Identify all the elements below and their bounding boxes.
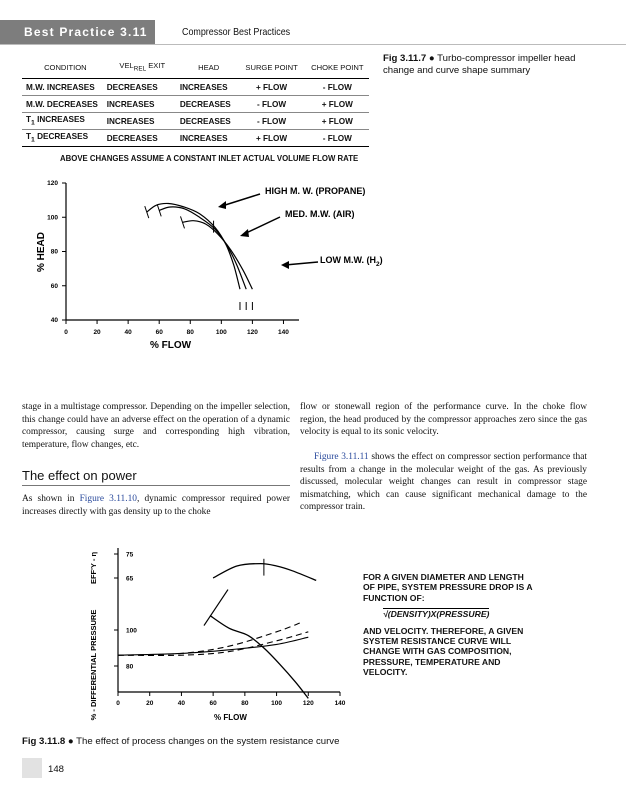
- chart-2-text-1: FOR A GIVEN DIAMETER AND LENGTH OF PIPE, SYSTEM PRESSURE DROP IS A FUNCTION OF:: [363, 572, 533, 603]
- chart-2-formula: [383, 609, 538, 619]
- arrow-high-head: [218, 201, 226, 209]
- cell-condition: M.W. DECREASES: [22, 96, 105, 113]
- heading-rule: [22, 485, 290, 486]
- chart-1-labels: [36, 186, 383, 351]
- chart-2-xlabel: % FLOW: [214, 713, 247, 722]
- cell-condition: $T_1$ INCREASES: [22, 113, 105, 130]
- section-title: Compressor Best Practices: [182, 26, 291, 38]
- x-tick-label: 60: [155, 329, 163, 336]
- cell-head: INCREASES: [178, 79, 238, 96]
- cell-choke: + FLOW: [306, 96, 369, 113]
- chart-2-text-2: AND VELOCITY. THEREFORE, A GIVEN SYSTEM RESISTANCE CURVE WILL CHANGE WITH GAS COMPOSITION, PRESSURE, TEMPERATURE AND VELOCITY.: [363, 625, 524, 678]
- arrow-med: [244, 217, 280, 234]
- x-tick-label: 100: [271, 700, 283, 707]
- system-resistance-curve: [118, 623, 300, 655]
- x-tick-label: 120: [246, 329, 258, 336]
- arrow-low-head: [281, 261, 289, 269]
- col-vel-rel-exit: [105, 56, 178, 79]
- table-row: [22, 130, 369, 147]
- body-left-paragraph-1: stage in a multistage compressor. Depending on the impeller selection, this change could have an adverse effect on the operation of a dynamic compressor, causing surge and corresponding high vibration, temperature, flow changes, etc.: [22, 402, 290, 450]
- table-body: [22, 79, 369, 147]
- table-header-row: [22, 56, 369, 79]
- arrow-high: [222, 194, 260, 206]
- chart-2-ylabel: % - DIFFERENTIAL PRESSURE: [89, 609, 98, 721]
- col-surge-point: SURGE POINT: [238, 56, 306, 79]
- cell-choke: - FLOW: [306, 79, 369, 96]
- y-tick-label: 120: [47, 180, 58, 187]
- x-tick-label: 40: [177, 700, 186, 707]
- summary-table: [22, 56, 369, 147]
- cell-head: DECREASES: [178, 96, 238, 113]
- header-rule: [0, 44, 626, 45]
- chart-2-text-block: [363, 572, 538, 678]
- figure-1-caption-text: Turbo-compressor impeller head change and curve shape summary: [383, 53, 576, 76]
- arrow-low: [285, 262, 318, 265]
- body-right-paragraph-1: flow or stonewall region of the performance curve. In the choke flow region, the head produced by the compressor approaches zero since the gas velocity is equal to its sonic velocity.: [300, 402, 587, 438]
- figure-1-number: Fig 3.11.7: [383, 53, 427, 64]
- surge-marker: [145, 206, 149, 218]
- text-span: shows the effect on compressor section performance that results from a change in the molecular weight of the gas. As previously discussed, molecular weight changes can result in compressor stage mismatching, which can cause significant mechanical damage to the compressor train.: [300, 452, 587, 513]
- chart-1-axes: [47, 180, 299, 336]
- x-tick-label: 0: [116, 700, 120, 707]
- header-tab-label: Best Practice 3.11: [24, 25, 148, 39]
- y-tick-label: 60: [50, 282, 58, 290]
- figure-caption-1: [383, 53, 608, 76]
- figure-caption-2: [22, 736, 339, 747]
- y-tick-label: 75: [126, 551, 134, 559]
- x-tick-label: 20: [93, 329, 101, 336]
- figure-link-3-11-10[interactable]: Figure 3.11.10: [79, 494, 137, 504]
- series-line: [159, 207, 246, 289]
- body-left-paragraph-2: [22, 493, 290, 518]
- chart-1-ylabel: % HEAD: [36, 231, 47, 273]
- label-med-mw: MED. M.W. (AIR): [285, 209, 355, 219]
- header-tab: [0, 20, 155, 44]
- cell-surge: + FLOW: [238, 130, 306, 147]
- chart-1-xlabel: % FLOW: [150, 340, 192, 351]
- cell-vel: DECREASES: [105, 130, 178, 147]
- label-low-mw: LOW M.W. $(H_2)$: [320, 255, 383, 268]
- cell-choke: + FLOW: [306, 113, 369, 130]
- chart-2-series: [118, 559, 316, 699]
- cell-head: DECREASES: [178, 113, 238, 130]
- chart-2-ylabel-eff: EFF'Y - η: [89, 551, 98, 585]
- y-tick-label: 100: [47, 214, 58, 222]
- table-note: ABOVE CHANGES ASSUME A CONSTANT INLET ACTUAL VOLUME FLOW RATE: [60, 154, 359, 163]
- text-span: As shown in: [22, 494, 80, 504]
- chart-2-axes: [114, 548, 346, 707]
- figure-2-number: Fig 3.11.8: [22, 736, 66, 747]
- table-row: [22, 79, 369, 96]
- x-tick-label: 20: [146, 700, 154, 707]
- table-row: [22, 113, 369, 130]
- cell-surge: - FLOW: [238, 96, 306, 113]
- cell-head: INCREASES: [178, 130, 238, 147]
- x-tick-label: 40: [124, 329, 132, 336]
- figure-link-3-11-11[interactable]: Figure 3.11.11: [314, 452, 369, 462]
- col-vel: VEL: [119, 61, 134, 71]
- x-tick-label: 80: [186, 329, 194, 336]
- x-tick-label: 120: [302, 700, 314, 707]
- cell-vel: INCREASES: [105, 113, 178, 130]
- body-right-paragraph-2: [300, 451, 587, 514]
- x-tick-label: 100: [215, 329, 227, 336]
- col-condition: CONDITION: [22, 56, 105, 79]
- arrow-med-head: [240, 229, 249, 237]
- head-flow-chart: [0, 170, 395, 360]
- section-heading: The effect on power: [22, 468, 137, 483]
- col-exit: EXIT: [148, 61, 166, 71]
- bullet: ●: [428, 53, 438, 64]
- text-span: , dynamic compressor required power increases directly with gas density up to the choke: [22, 494, 290, 517]
- x-tick-label: 140: [278, 329, 289, 336]
- x-tick-label: 140: [334, 700, 346, 707]
- x-tick-label: 80: [241, 700, 249, 707]
- x-tick-label: 60: [209, 700, 217, 707]
- page-number: 148: [48, 764, 65, 775]
- efficiency-curve: [213, 564, 316, 581]
- page-tab: [22, 758, 42, 778]
- col-choke-point: CHOKE POINT: [306, 56, 369, 79]
- cell-vel: DECREASES: [105, 79, 178, 96]
- cell-condition: $T_1$ DECREASES: [22, 130, 105, 147]
- col-rel-sub: REL: [133, 65, 147, 73]
- y-tick-label: 80: [50, 248, 58, 256]
- cell-choke: - FLOW: [306, 130, 369, 147]
- bullet: ●: [67, 736, 77, 747]
- table-row: [22, 96, 369, 113]
- y-tick-label: 65: [126, 575, 134, 583]
- figure-2-caption-text: The effect of process changes on the system resistance curve: [76, 736, 340, 747]
- label-high-mw: HIGH M. W. (PROPANE): [265, 186, 366, 196]
- cell-surge: - FLOW: [238, 113, 306, 130]
- cell-surge: + FLOW: [238, 79, 306, 96]
- cell-vel: INCREASES: [105, 96, 178, 113]
- col-head: HEAD: [178, 56, 238, 79]
- y-tick-label: 100: [126, 627, 137, 635]
- cell-condition: M.W. INCREASES: [22, 79, 105, 96]
- y-tick-label: 40: [50, 317, 58, 324]
- chart-2-labels: [89, 552, 247, 722]
- formula-text: √(DENSITY)X(PRESSURE): [383, 609, 490, 620]
- x-tick-label: 0: [64, 329, 68, 336]
- y-tick-label: 80: [126, 663, 134, 671]
- head-curve: [210, 616, 308, 699]
